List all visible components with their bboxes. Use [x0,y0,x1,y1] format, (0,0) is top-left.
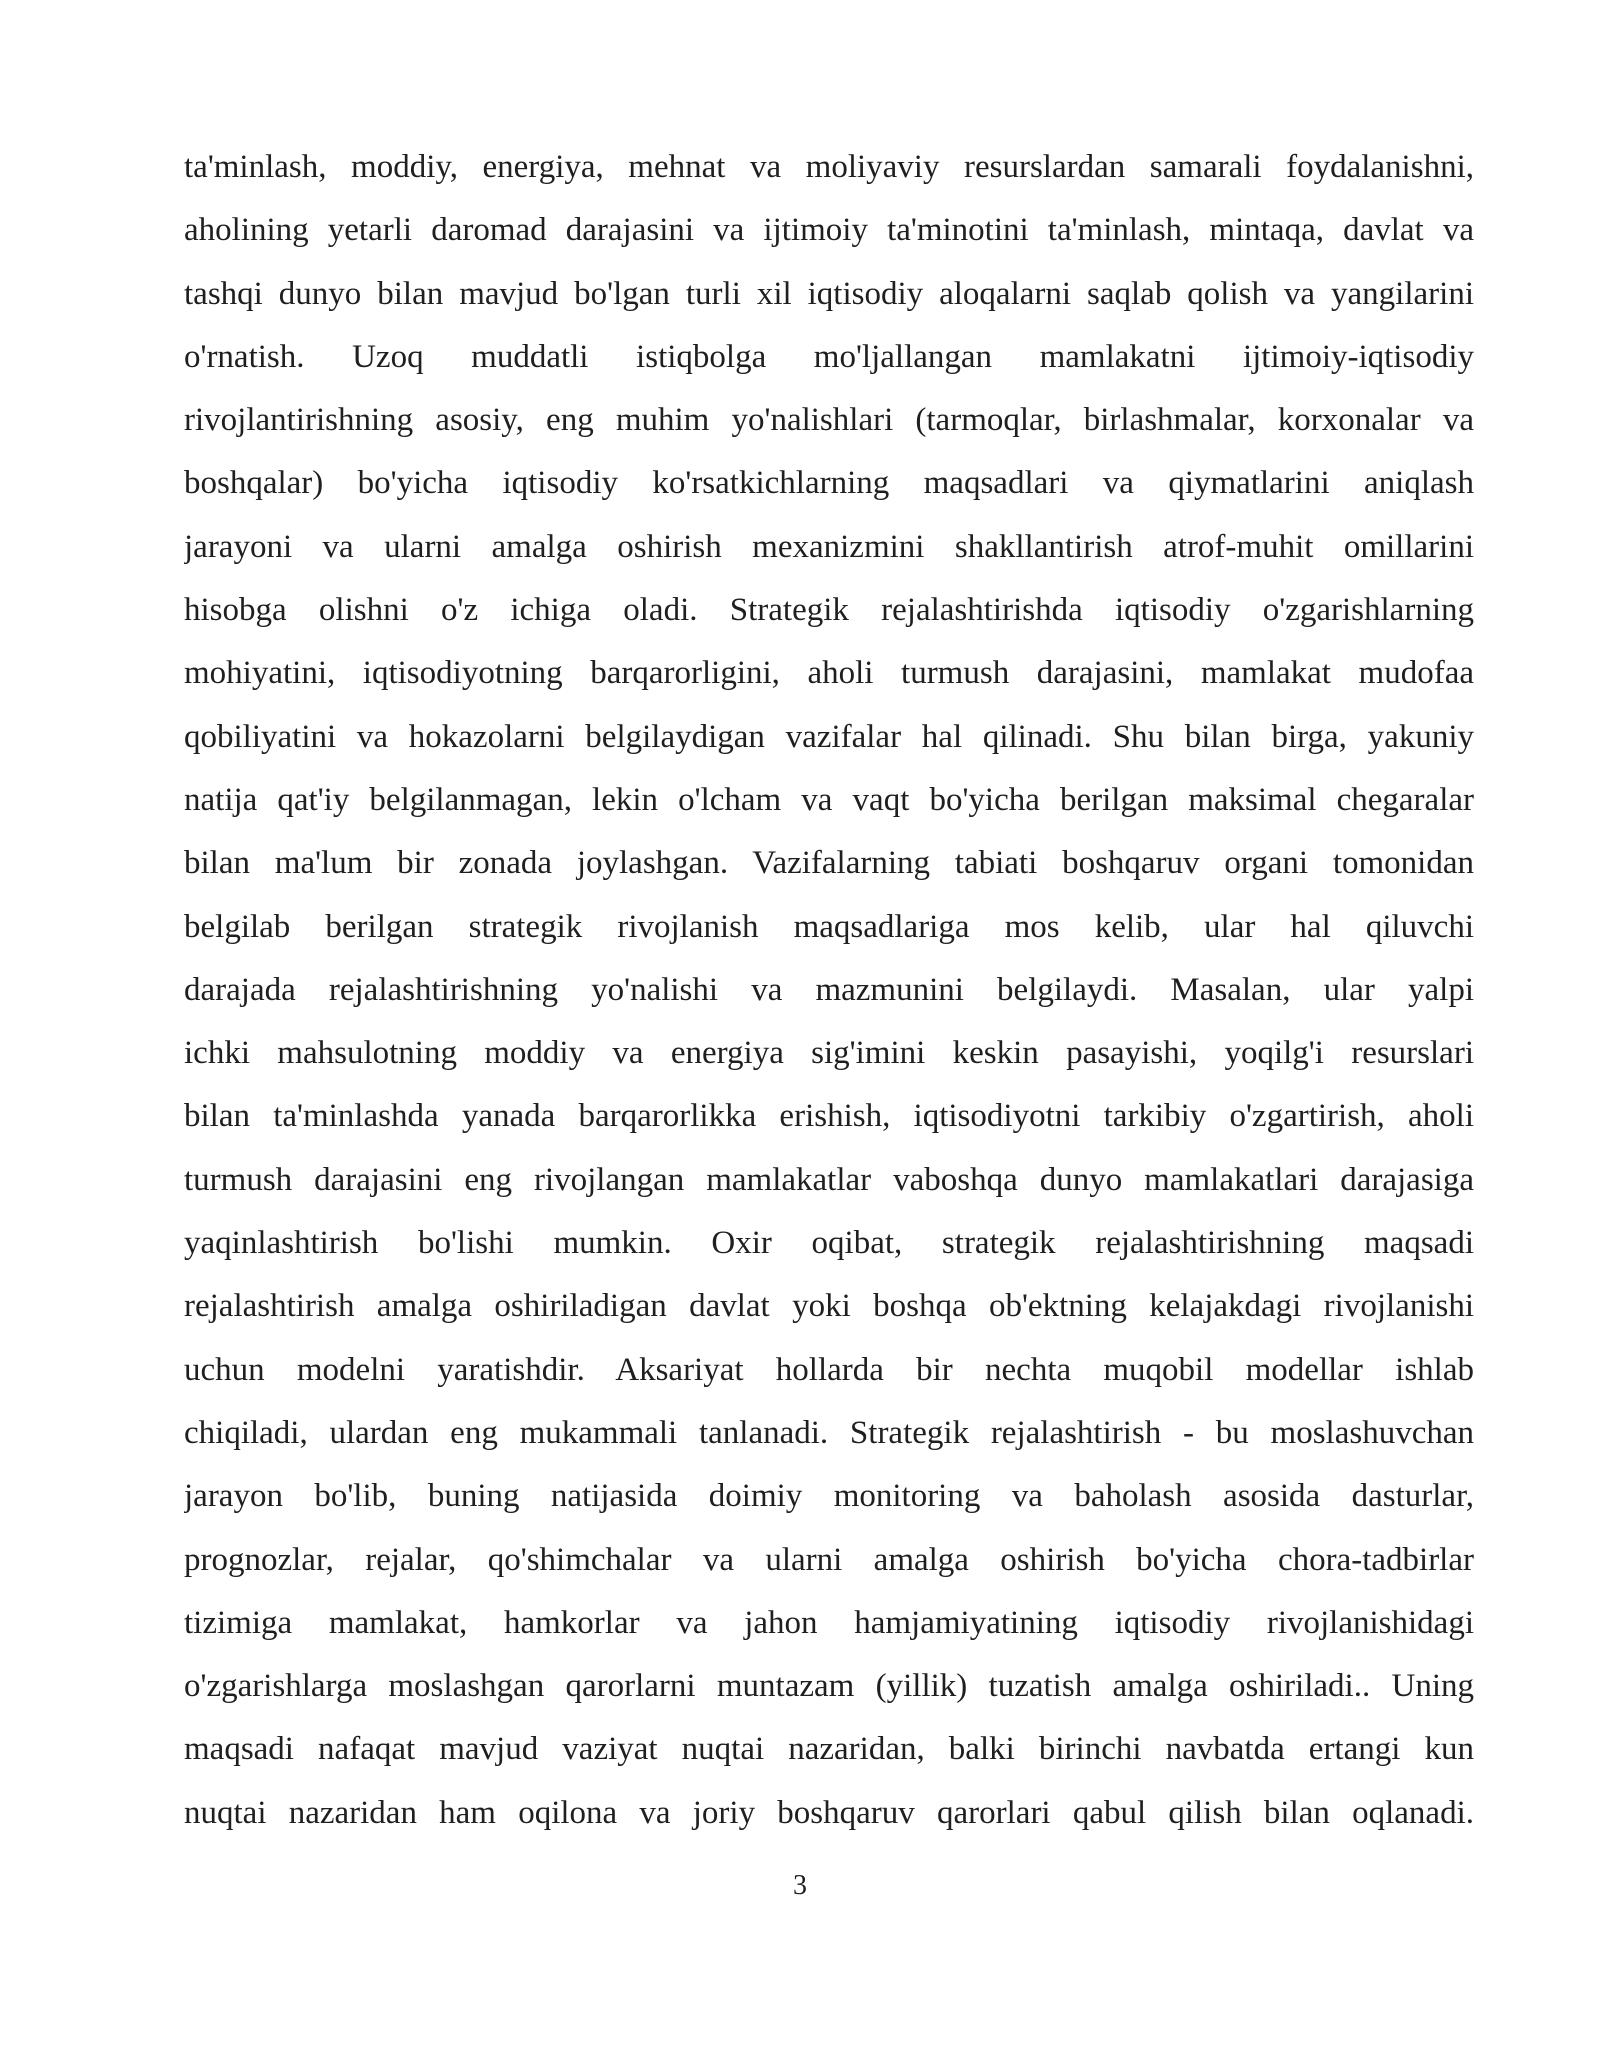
text-line: jarayoni va ularni amalga oshirish mexanizmini shakllantirish atrof-muhit omillarini [184,528,1474,565]
text-line: aholining yetarli daromad darajasini va ijtimoiy ta'minotini ta'minlash, mintaqa, davlat va [184,212,1474,249]
text-line: belgilab berilgan strategik rivojlanish maqsadlariga mos kelib, ular hal qiluvchi [184,908,1474,945]
text-line: prognozlar, rejalar, qo'shimchalar va ularni amalga oshirish bo'yicha chora-tadbirlar [184,1541,1474,1578]
body-paragraph [184,136,1474,1845]
text-line: qobiliyatini va hokazolarni belgilaydigan vazifalar hal qilinadi. Shu bilan birga, yakuniy [184,718,1474,755]
page-number: 3 [793,1870,807,1901]
text-line: turmush darajasini eng rivojlangan mamlakatlar vaboshqa dunyo mamlakatlari darajasiga [184,1161,1474,1198]
text-line: o'rnatish. Uzoq muddatli istiqbolga mo'ljallangan mamlakatni ijtimoiy-iqtisodiy [184,338,1474,375]
text-line: chiqiladi, ulardan eng mukammali tanlanadi. Strategik rejalashtirish - bu moslashuvchan [184,1414,1474,1451]
text-line: natija qat'iy belgilanmagan, lekin o'lcham va vaqt bo'yicha berilgan maksimal chegaralar [184,781,1474,818]
text-line: bilan ta'minlashda yanada barqarorlikka erishish, iqtisodiyotni tarkibiy o'zgartirish, aholi [184,1098,1474,1135]
text-line: mohiyatini, iqtisodiyotning barqarorligini, aholi turmush darajasini, mamlakat mudofaa [184,655,1474,692]
text-line: yaqinlashtirish bo'lishi mumkin. Oxir oqibat, strategik rejalashtirishning maqsadi [184,1225,1474,1262]
text-line: hisobga olishni o'z ichiga oladi. Strategik rejalashtirishda iqtisodiy o'zgarishlarning [184,592,1474,629]
text-line: tizimiga mamlakat, hamkorlar va jahon hamjamiyatining iqtisodiy rivojlanishidagi [184,1604,1474,1641]
text-line: tashqi dunyo bilan mavjud bo'lgan turli xil iqtisodiy aloqalarni saqlab qolish va yangilarini [184,275,1474,312]
text-line: ichki mahsulotning moddiy va energiya sig'imini keskin pasayishi, yoqilg'i resurslari [184,1035,1474,1072]
text-line: rejalashtirish amalga oshiriladigan davlat yoki boshqa ob'ektning kelajakdagi rivojlanishi [184,1288,1474,1325]
text-line: rivojlantirishning asosiy, eng muhim yo'nalishlari (tarmoqlar, birlashmalar, korxonalar va [184,402,1474,439]
text-line: uchun modelni yaratishdir. Aksariyat hollarda bir nechta muqobil modellar ishlab [184,1351,1474,1388]
text-line: nuqtai nazaridan ham oqilona va joriy boshqaruv qarorlari qabul qilish bilan oqlanadi. [184,1794,1474,1831]
text-line: o'zgarishlarga moslashgan qarorlarni muntazam (yillik) tuzatish amalga oshiriladi.. Uning [184,1668,1474,1705]
text-line: darajada rejalashtirishning yo'nalishi va mazmunini belgilaydi. Masalan, ular yalpi [184,971,1474,1008]
text-line: ta'minlash, moddiy, energiya, mehnat va moliyaviy resurslardan samarali foydalanishni, [184,149,1474,185]
text-line: maqsadi nafaqat mavjud vaziyat nuqtai nazaridan, balki birinchi navbatda ertangi kun [184,1731,1474,1768]
text-line: boshqalar) bo'yicha iqtisodiy ko'rsatkichlarning maqsadlari va qiymatlarini aniqlash [184,465,1474,502]
text-line: jarayon bo'lib, buning natijasida doimiy monitoring va baholash asosida dasturlar, [184,1478,1474,1515]
text-line: bilan ma'lum bir zonada joylashgan. Vazifalarning tabiati boshqaruv organi tomonidan [184,845,1474,882]
